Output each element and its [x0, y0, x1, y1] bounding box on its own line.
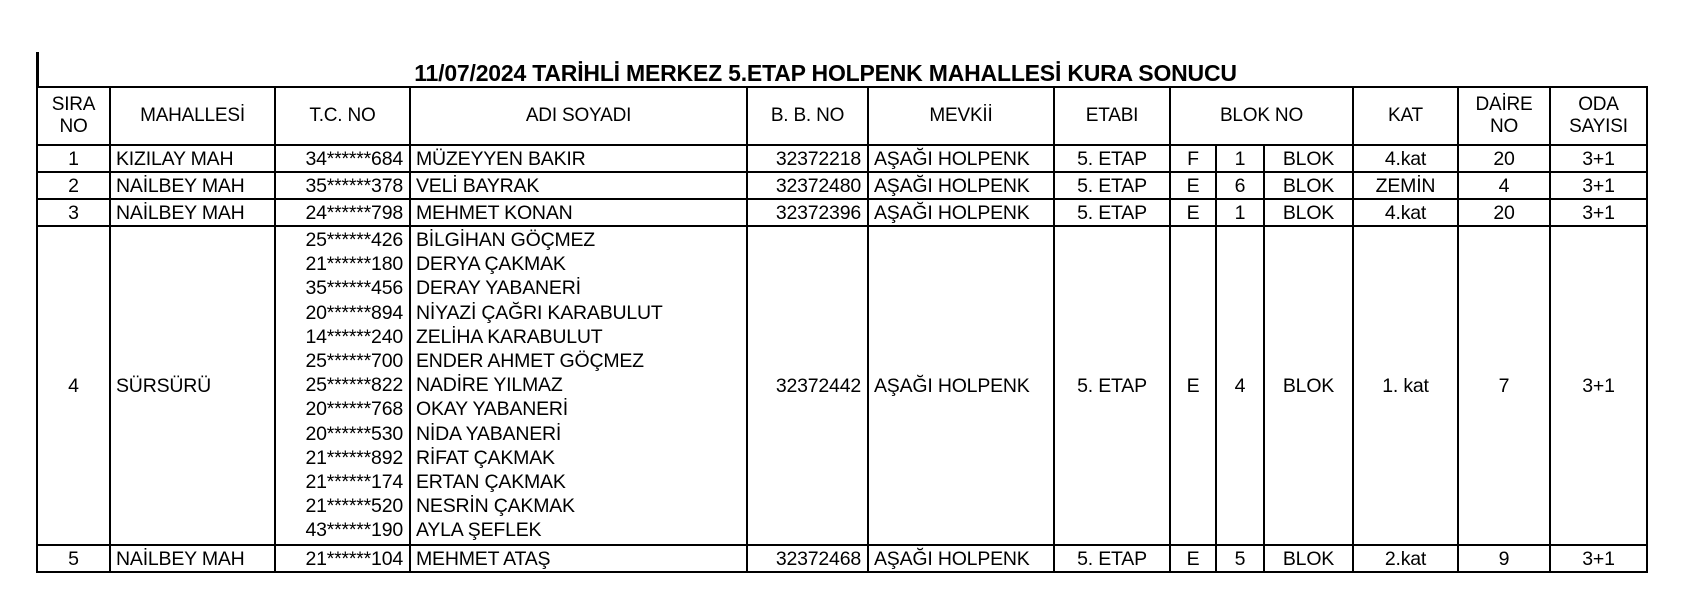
- table-row-group: [37, 226, 1647, 545]
- adi-soyadi-item: NADİRE YILMAZ: [416, 374, 563, 397]
- cell-blok-harf: E: [1170, 545, 1216, 572]
- kura-results-table: [36, 86, 1648, 573]
- cell-sira-no: 5: [37, 545, 110, 572]
- cell-etabi: 5. ETAP: [1054, 172, 1170, 199]
- adi-soyadi-item: NESRİN ÇAKMAK: [416, 495, 575, 518]
- header-oda-sayisi: ODA SAYISI: [1550, 87, 1647, 145]
- cell-kat: ZEMİN: [1353, 172, 1458, 199]
- cell-tc-no-list: [275, 226, 410, 545]
- table-row: [37, 199, 1647, 226]
- adi-soyadi-item: NİYAZİ ÇAĞRI KARABULUT: [416, 301, 663, 324]
- adi-soyadi-item: BİLGİHAN GÖÇMEZ: [416, 229, 596, 251]
- cell-tc-no: 35******378: [275, 172, 410, 199]
- cell-kat: 2.kat: [1353, 545, 1458, 572]
- tc-no-item: 14******240: [305, 325, 403, 348]
- cell-mahallesi: NAİLBEY MAH: [110, 199, 275, 226]
- cell-sira-no: 4: [37, 226, 110, 545]
- cell-mevkii: AŞAĞI HOLPENK: [868, 199, 1054, 226]
- cell-bb-no: 32372442: [747, 226, 868, 545]
- document-title-row: [36, 52, 1646, 86]
- cell-kat: 4.kat: [1353, 199, 1458, 226]
- adi-soyadi-item: ZELİHA KARABULUT: [416, 325, 603, 348]
- cell-blok-numara: 4: [1216, 226, 1264, 545]
- cell-tc-no: 21******104: [275, 545, 410, 572]
- cell-blok-numara: 1: [1216, 199, 1264, 226]
- adi-soyadi-item: DERYA ÇAKMAK: [416, 253, 566, 276]
- cell-sira-no: 2: [37, 172, 110, 199]
- cell-adi-soyadi: MEHMET ATAŞ: [410, 545, 747, 572]
- cell-oda-sayisi: 3+1: [1550, 199, 1647, 226]
- cell-etabi: 5. ETAP: [1054, 545, 1170, 572]
- header-mevkii: MEVKİİ: [868, 87, 1054, 145]
- cell-bb-no: 32372480: [747, 172, 868, 199]
- adi-soyadi-item: NİDA YABANERİ: [416, 422, 562, 445]
- table-row: [37, 172, 1647, 199]
- table-row: [37, 545, 1647, 572]
- cell-blok-harf: E: [1170, 172, 1216, 199]
- cell-mevkii: AŞAĞI HOLPENK: [868, 172, 1054, 199]
- adi-soyadi-item: ERTAN ÇAKMAK: [416, 470, 566, 493]
- adi-soyadi-item: AYLA ŞEFLEK: [416, 519, 542, 542]
- cell-daire-no: 20: [1458, 145, 1550, 172]
- cell-bb-no: 32372396: [747, 199, 868, 226]
- cell-blok-numara: 1: [1216, 145, 1264, 172]
- header-daire-no: DAİRE NO: [1458, 87, 1550, 145]
- adi-soyadi-item: RİFAT ÇAKMAK: [416, 446, 555, 469]
- cell-oda-sayisi: 3+1: [1550, 545, 1647, 572]
- cell-daire-no: 7: [1458, 226, 1550, 545]
- adi-soyadi-stack: [411, 227, 746, 544]
- tc-no-item: 35******456: [305, 277, 403, 300]
- cell-adi-soyadi: MÜZEYYEN BAKIR: [410, 145, 747, 172]
- header-etabi: ETABI: [1054, 87, 1170, 145]
- tc-no-item: 25******700: [305, 349, 403, 372]
- header-tc-no: T.C. NO: [275, 87, 410, 145]
- cell-daire-no: 20: [1458, 199, 1550, 226]
- cell-tc-no: 34******684: [275, 145, 410, 172]
- cell-blok-numara: 6: [1216, 172, 1264, 199]
- cell-daire-no: 9: [1458, 545, 1550, 572]
- cell-etabi: 5. ETAP: [1054, 226, 1170, 545]
- header-sira-no: SIRA NO: [37, 87, 110, 145]
- adi-soyadi-item: OKAY YABANERİ: [416, 398, 569, 421]
- cell-mevkii: AŞAĞI HOLPENK: [868, 226, 1054, 545]
- cell-oda-sayisi: 3+1: [1550, 145, 1647, 172]
- tc-no-item: 20******530: [305, 422, 403, 445]
- tc-no-item: 21******174: [305, 470, 403, 493]
- cell-kat: 4.kat: [1353, 145, 1458, 172]
- page-title: 11/07/2024 TARİHLİ MERKEZ 5.ETAP HOLPENK MAHALLESİ KURA SONUCU: [414, 60, 1237, 86]
- cell-blok-harf: F: [1170, 145, 1216, 172]
- table-header-row: [37, 87, 1647, 145]
- cell-blok-harf: E: [1170, 226, 1216, 545]
- cell-oda-sayisi: 3+1: [1550, 172, 1647, 199]
- cell-mahallesi: KIZILAY MAH: [110, 145, 275, 172]
- cell-adi-soyadi-list: [410, 226, 747, 545]
- adi-soyadi-item: DERAY YABANERİ: [416, 277, 581, 300]
- cell-blok-numara: 5: [1216, 545, 1264, 572]
- cell-bb-no: 32372218: [747, 145, 868, 172]
- cell-bb-no: 32372468: [747, 545, 868, 572]
- tc-no-stack: [276, 227, 409, 544]
- cell-sira-no: 1: [37, 145, 110, 172]
- header-kat: KAT: [1353, 87, 1458, 145]
- adi-soyadi-item: ENDER AHMET GÖÇMEZ: [416, 349, 644, 372]
- tc-no-item: 20******768: [305, 398, 403, 421]
- cell-daire-no: 4: [1458, 172, 1550, 199]
- header-mahallesi: MAHALLESİ: [110, 87, 275, 145]
- tc-no-item: 25******822: [305, 374, 403, 397]
- header-adi-soyadi: ADI SOYADI: [410, 87, 747, 145]
- cell-etabi: 5. ETAP: [1054, 199, 1170, 226]
- cell-mevkii: AŞAĞI HOLPENK: [868, 145, 1054, 172]
- tc-no-item: 21******520: [305, 495, 403, 518]
- cell-mevkii: AŞAĞI HOLPENK: [868, 545, 1054, 572]
- cell-etabi: 5. ETAP: [1054, 145, 1170, 172]
- tc-no-item: 21******892: [305, 446, 403, 469]
- cell-blok-harf: E: [1170, 199, 1216, 226]
- cell-adi-soyadi: VELİ BAYRAK: [410, 172, 747, 199]
- cell-blok-label: BLOK: [1264, 545, 1353, 572]
- cell-mahallesi: NAİLBEY MAH: [110, 172, 275, 199]
- cell-sira-no: 3: [37, 199, 110, 226]
- table-body: [37, 145, 1647, 572]
- cell-tc-no: 24******798: [275, 199, 410, 226]
- cell-mahallesi: SÜRSÜRÜ: [110, 226, 275, 545]
- cell-blok-label: BLOK: [1264, 145, 1353, 172]
- cell-oda-sayisi: 3+1: [1550, 226, 1647, 545]
- header-blok-no: BLOK NO: [1170, 87, 1353, 145]
- kura-sheet: [36, 52, 1646, 573]
- cell-blok-label: BLOK: [1264, 199, 1353, 226]
- cell-adi-soyadi: MEHMET KONAN: [410, 199, 747, 226]
- header-bb-no: B. B. NO: [747, 87, 868, 145]
- cell-blok-label: BLOK: [1264, 172, 1353, 199]
- cell-mahallesi: NAİLBEY MAH: [110, 545, 275, 572]
- cell-kat: 1. kat: [1353, 226, 1458, 545]
- tc-no-item: 25******426: [305, 229, 403, 251]
- tc-no-item: 20******894: [305, 301, 403, 324]
- table-row: [37, 145, 1647, 172]
- tc-no-item: 43******190: [305, 519, 403, 542]
- table-header: [37, 87, 1647, 145]
- cell-blok-label: BLOK: [1264, 226, 1353, 545]
- tc-no-item: 21******180: [305, 253, 403, 276]
